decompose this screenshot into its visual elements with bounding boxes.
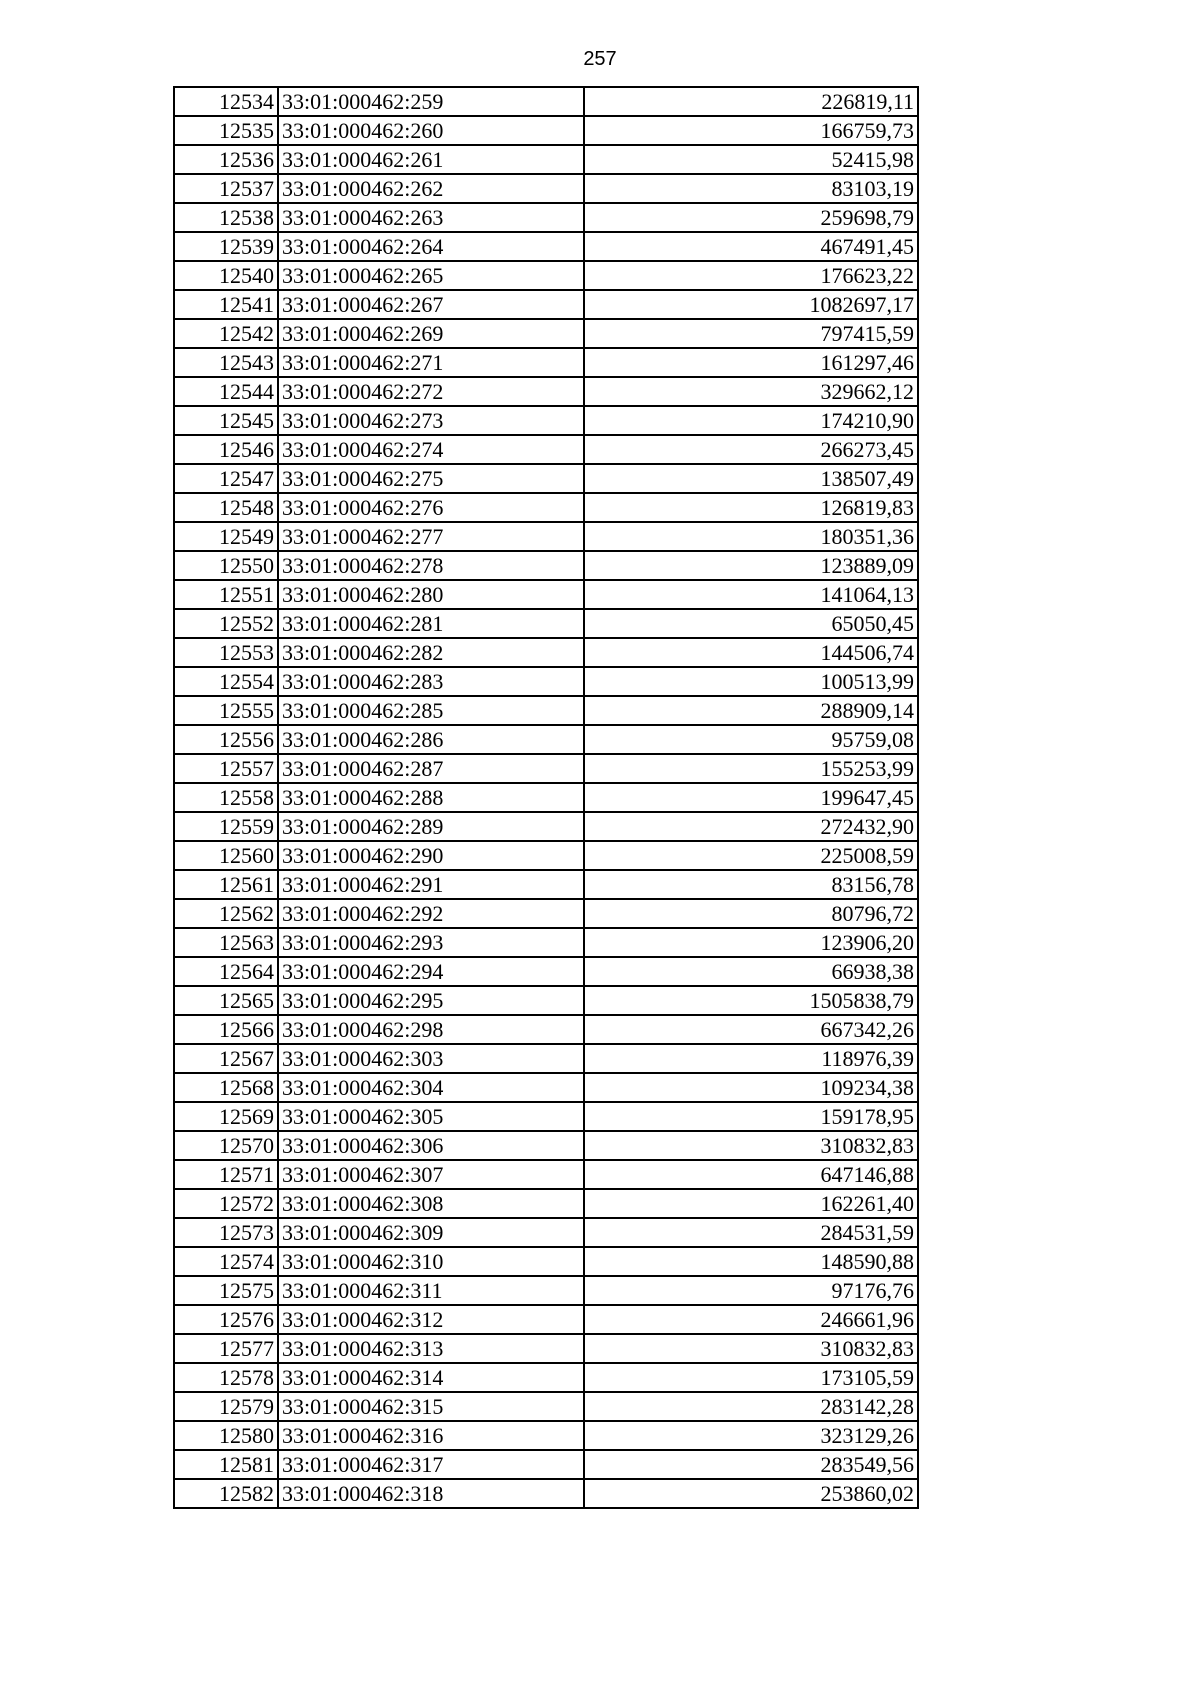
table-row bbox=[174, 116, 918, 145]
cadastral-value-table bbox=[173, 86, 919, 1509]
row-number-cell: 12562 bbox=[174, 899, 278, 928]
cadastral-value-cell: 246661,96 bbox=[584, 1305, 918, 1334]
cadastral-value-cell: 272432,90 bbox=[584, 812, 918, 841]
table-row bbox=[174, 1044, 918, 1073]
table-row bbox=[174, 203, 918, 232]
row-number-cell: 12552 bbox=[174, 609, 278, 638]
table-row bbox=[174, 1160, 918, 1189]
row-number-cell: 12540 bbox=[174, 261, 278, 290]
row-number-cell: 12582 bbox=[174, 1479, 278, 1508]
cadastral-value-cell: 310832,83 bbox=[584, 1334, 918, 1363]
row-number-cell: 12538 bbox=[174, 203, 278, 232]
cadastral-number-cell: 33:01:000462:264 bbox=[278, 232, 584, 261]
cadastral-value-cell: 148590,88 bbox=[584, 1247, 918, 1276]
cadastral-number-cell: 33:01:000462:304 bbox=[278, 1073, 584, 1102]
cadastral-value-cell: 259698,79 bbox=[584, 203, 918, 232]
table-row bbox=[174, 841, 918, 870]
row-number-cell: 12545 bbox=[174, 406, 278, 435]
table-row bbox=[174, 1392, 918, 1421]
table-row bbox=[174, 145, 918, 174]
cadastral-value-cell: 97176,76 bbox=[584, 1276, 918, 1305]
cadastral-value-cell: 118976,39 bbox=[584, 1044, 918, 1073]
table-row bbox=[174, 1247, 918, 1276]
table-row bbox=[174, 1189, 918, 1218]
row-number-cell: 12572 bbox=[174, 1189, 278, 1218]
table-row bbox=[174, 957, 918, 986]
table-row bbox=[174, 1334, 918, 1363]
cadastral-number-cell: 33:01:000462:277 bbox=[278, 522, 584, 551]
cadastral-number-cell: 33:01:000462:269 bbox=[278, 319, 584, 348]
cadastral-number-cell: 33:01:000462:303 bbox=[278, 1044, 584, 1073]
cadastral-number-cell: 33:01:000462:291 bbox=[278, 870, 584, 899]
cadastral-value-cell: 173105,59 bbox=[584, 1363, 918, 1392]
table-row bbox=[174, 1015, 918, 1044]
cadastral-value-cell: 226819,11 bbox=[584, 87, 918, 116]
cadastral-value-cell: 123889,09 bbox=[584, 551, 918, 580]
table-row bbox=[174, 1131, 918, 1160]
cadastral-number-cell: 33:01:000462:305 bbox=[278, 1102, 584, 1131]
table-row bbox=[174, 1479, 918, 1508]
row-number-cell: 12568 bbox=[174, 1073, 278, 1102]
cadastral-number-cell: 33:01:000462:311 bbox=[278, 1276, 584, 1305]
cadastral-number-cell: 33:01:000462:272 bbox=[278, 377, 584, 406]
row-number-cell: 12539 bbox=[174, 232, 278, 261]
cadastral-number-cell: 33:01:000462:274 bbox=[278, 435, 584, 464]
cadastral-value-cell: 144506,74 bbox=[584, 638, 918, 667]
cadastral-value-cell: 159178,95 bbox=[584, 1102, 918, 1131]
row-number-cell: 12580 bbox=[174, 1421, 278, 1450]
cadastral-number-cell: 33:01:000462:314 bbox=[278, 1363, 584, 1392]
row-number-cell: 12550 bbox=[174, 551, 278, 580]
row-number-cell: 12574 bbox=[174, 1247, 278, 1276]
cadastral-value-cell: 253860,02 bbox=[584, 1479, 918, 1508]
cadastral-number-cell: 33:01:000462:317 bbox=[278, 1450, 584, 1479]
cadastral-number-cell: 33:01:000462:281 bbox=[278, 609, 584, 638]
row-number-cell: 12555 bbox=[174, 696, 278, 725]
cadastral-number-cell: 33:01:000462:309 bbox=[278, 1218, 584, 1247]
table-row bbox=[174, 1218, 918, 1247]
table-row bbox=[174, 319, 918, 348]
cadastral-value-cell: 283549,56 bbox=[584, 1450, 918, 1479]
table-row bbox=[174, 870, 918, 899]
row-number-cell: 12561 bbox=[174, 870, 278, 899]
cadastral-value-cell: 284531,59 bbox=[584, 1218, 918, 1247]
cadastral-number-cell: 33:01:000462:267 bbox=[278, 290, 584, 319]
cadastral-value-cell: 176623,22 bbox=[584, 261, 918, 290]
table-row bbox=[174, 1421, 918, 1450]
row-number-cell: 12553 bbox=[174, 638, 278, 667]
row-number-cell: 12578 bbox=[174, 1363, 278, 1392]
cadastral-number-cell: 33:01:000462:290 bbox=[278, 841, 584, 870]
cadastral-value-cell: 123906,20 bbox=[584, 928, 918, 957]
cadastral-number-cell: 33:01:000462:307 bbox=[278, 1160, 584, 1189]
cadastral-value-cell: 1505838,79 bbox=[584, 986, 918, 1015]
table-row bbox=[174, 754, 918, 783]
cadastral-value-cell: 83156,78 bbox=[584, 870, 918, 899]
cadastral-number-cell: 33:01:000462:261 bbox=[278, 145, 584, 174]
row-number-cell: 12544 bbox=[174, 377, 278, 406]
table-row bbox=[174, 406, 918, 435]
cadastral-value-cell: 797415,59 bbox=[584, 319, 918, 348]
cadastral-number-cell: 33:01:000462:313 bbox=[278, 1334, 584, 1363]
cadastral-value-cell: 467491,45 bbox=[584, 232, 918, 261]
cadastral-number-cell: 33:01:000462:273 bbox=[278, 406, 584, 435]
cadastral-value-cell: 266273,45 bbox=[584, 435, 918, 464]
table-row bbox=[174, 1305, 918, 1334]
cadastral-value-cell: 329662,12 bbox=[584, 377, 918, 406]
cadastral-number-cell: 33:01:000462:285 bbox=[278, 696, 584, 725]
row-number-cell: 12573 bbox=[174, 1218, 278, 1247]
cadastral-value-cell: 141064,13 bbox=[584, 580, 918, 609]
cadastral-value-cell: 323129,26 bbox=[584, 1421, 918, 1450]
row-number-cell: 12566 bbox=[174, 1015, 278, 1044]
cadastral-value-cell: 155253,99 bbox=[584, 754, 918, 783]
page-number: 257 bbox=[583, 48, 617, 70]
cadastral-value-cell: 100513,99 bbox=[584, 667, 918, 696]
table-row bbox=[174, 377, 918, 406]
table-row bbox=[174, 348, 918, 377]
table-row bbox=[174, 1450, 918, 1479]
cadastral-value-cell: 95759,08 bbox=[584, 725, 918, 754]
table-row bbox=[174, 87, 918, 116]
cadastral-number-cell: 33:01:000462:298 bbox=[278, 1015, 584, 1044]
row-number-cell: 12564 bbox=[174, 957, 278, 986]
cadastral-value-cell: 1082697,17 bbox=[584, 290, 918, 319]
row-number-cell: 12559 bbox=[174, 812, 278, 841]
table-row bbox=[174, 232, 918, 261]
row-number-cell: 12534 bbox=[174, 87, 278, 116]
cadastral-number-cell: 33:01:000462:289 bbox=[278, 812, 584, 841]
row-number-cell: 12565 bbox=[174, 986, 278, 1015]
cadastral-value-cell: 166759,73 bbox=[584, 116, 918, 145]
cadastral-number-cell: 33:01:000462:259 bbox=[278, 87, 584, 116]
cadastral-number-cell: 33:01:000462:275 bbox=[278, 464, 584, 493]
cadastral-value-cell: 66938,38 bbox=[584, 957, 918, 986]
table-row bbox=[174, 928, 918, 957]
table-row bbox=[174, 783, 918, 812]
cadastral-number-cell: 33:01:000462:295 bbox=[278, 986, 584, 1015]
table-row bbox=[174, 522, 918, 551]
table-row bbox=[174, 725, 918, 754]
row-number-cell: 12541 bbox=[174, 290, 278, 319]
row-number-cell: 12535 bbox=[174, 116, 278, 145]
table-row bbox=[174, 290, 918, 319]
cadastral-value-cell: 126819,83 bbox=[584, 493, 918, 522]
cadastral-number-cell: 33:01:000462:312 bbox=[278, 1305, 584, 1334]
row-number-cell: 12576 bbox=[174, 1305, 278, 1334]
row-number-cell: 12567 bbox=[174, 1044, 278, 1073]
cadastral-value-cell: 647146,88 bbox=[584, 1160, 918, 1189]
row-number-cell: 12554 bbox=[174, 667, 278, 696]
cadastral-value-cell: 109234,38 bbox=[584, 1073, 918, 1102]
row-number-cell: 12579 bbox=[174, 1392, 278, 1421]
row-number-cell: 12571 bbox=[174, 1160, 278, 1189]
table-body bbox=[174, 87, 918, 1508]
cadastral-value-cell: 199647,45 bbox=[584, 783, 918, 812]
cadastral-number-cell: 33:01:000462:286 bbox=[278, 725, 584, 754]
cadastral-number-cell: 33:01:000462:271 bbox=[278, 348, 584, 377]
cadastral-number-cell: 33:01:000462:260 bbox=[278, 116, 584, 145]
cadastral-number-cell: 33:01:000462:288 bbox=[278, 783, 584, 812]
table-row bbox=[174, 551, 918, 580]
row-number-cell: 12575 bbox=[174, 1276, 278, 1305]
row-number-cell: 12556 bbox=[174, 725, 278, 754]
table-row bbox=[174, 435, 918, 464]
cadastral-value-cell: 162261,40 bbox=[584, 1189, 918, 1218]
table-row bbox=[174, 638, 918, 667]
row-number-cell: 12581 bbox=[174, 1450, 278, 1479]
cadastral-number-cell: 33:01:000462:310 bbox=[278, 1247, 584, 1276]
cadastral-number-cell: 33:01:000462:263 bbox=[278, 203, 584, 232]
cadastral-value-cell: 174210,90 bbox=[584, 406, 918, 435]
cadastral-value-cell: 283142,28 bbox=[584, 1392, 918, 1421]
table-row bbox=[174, 1073, 918, 1102]
cadastral-number-cell: 33:01:000462:316 bbox=[278, 1421, 584, 1450]
row-number-cell: 12546 bbox=[174, 435, 278, 464]
cadastral-number-cell: 33:01:000462:293 bbox=[278, 928, 584, 957]
row-number-cell: 12557 bbox=[174, 754, 278, 783]
cadastral-value-cell: 180351,36 bbox=[584, 522, 918, 551]
table-row bbox=[174, 986, 918, 1015]
cadastral-number-cell: 33:01:000462:262 bbox=[278, 174, 584, 203]
cadastral-number-cell: 33:01:000462:265 bbox=[278, 261, 584, 290]
cadastral-value-cell: 225008,59 bbox=[584, 841, 918, 870]
row-number-cell: 12570 bbox=[174, 1131, 278, 1160]
table-row bbox=[174, 261, 918, 290]
cadastral-value-cell: 138507,49 bbox=[584, 464, 918, 493]
table-row bbox=[174, 899, 918, 928]
row-number-cell: 12549 bbox=[174, 522, 278, 551]
row-number-cell: 12551 bbox=[174, 580, 278, 609]
table-row bbox=[174, 1276, 918, 1305]
table-row bbox=[174, 1102, 918, 1131]
cadastral-value-cell: 83103,19 bbox=[584, 174, 918, 203]
cadastral-value-cell: 65050,45 bbox=[584, 609, 918, 638]
row-number-cell: 12542 bbox=[174, 319, 278, 348]
table-row bbox=[174, 812, 918, 841]
row-number-cell: 12569 bbox=[174, 1102, 278, 1131]
row-number-cell: 12560 bbox=[174, 841, 278, 870]
cadastral-value-cell: 161297,46 bbox=[584, 348, 918, 377]
row-number-cell: 12547 bbox=[174, 464, 278, 493]
cadastral-number-cell: 33:01:000462:280 bbox=[278, 580, 584, 609]
cadastral-number-cell: 33:01:000462:294 bbox=[278, 957, 584, 986]
table-row bbox=[174, 609, 918, 638]
cadastral-number-cell: 33:01:000462:315 bbox=[278, 1392, 584, 1421]
table-row bbox=[174, 174, 918, 203]
table-row bbox=[174, 667, 918, 696]
row-number-cell: 12558 bbox=[174, 783, 278, 812]
table-row bbox=[174, 580, 918, 609]
row-number-cell: 12563 bbox=[174, 928, 278, 957]
row-number-cell: 12543 bbox=[174, 348, 278, 377]
cadastral-value-cell: 80796,72 bbox=[584, 899, 918, 928]
cadastral-number-cell: 33:01:000462:308 bbox=[278, 1189, 584, 1218]
row-number-cell: 12537 bbox=[174, 174, 278, 203]
table-row bbox=[174, 493, 918, 522]
cadastral-value-cell: 52415,98 bbox=[584, 145, 918, 174]
table-row bbox=[174, 1363, 918, 1392]
row-number-cell: 12577 bbox=[174, 1334, 278, 1363]
row-number-cell: 12536 bbox=[174, 145, 278, 174]
cadastral-number-cell: 33:01:000462:283 bbox=[278, 667, 584, 696]
cadastral-number-cell: 33:01:000462:276 bbox=[278, 493, 584, 522]
cadastral-number-cell: 33:01:000462:287 bbox=[278, 754, 584, 783]
table-row bbox=[174, 696, 918, 725]
cadastral-value-cell: 667342,26 bbox=[584, 1015, 918, 1044]
cadastral-number-cell: 33:01:000462:278 bbox=[278, 551, 584, 580]
row-number-cell: 12548 bbox=[174, 493, 278, 522]
cadastral-value-cell: 288909,14 bbox=[584, 696, 918, 725]
cadastral-number-cell: 33:01:000462:306 bbox=[278, 1131, 584, 1160]
cadastral-number-cell: 33:01:000462:282 bbox=[278, 638, 584, 667]
cadastral-number-cell: 33:01:000462:318 bbox=[278, 1479, 584, 1508]
cadastral-number-cell: 33:01:000462:292 bbox=[278, 899, 584, 928]
cadastral-value-cell: 310832,83 bbox=[584, 1131, 918, 1160]
table-row bbox=[174, 464, 918, 493]
